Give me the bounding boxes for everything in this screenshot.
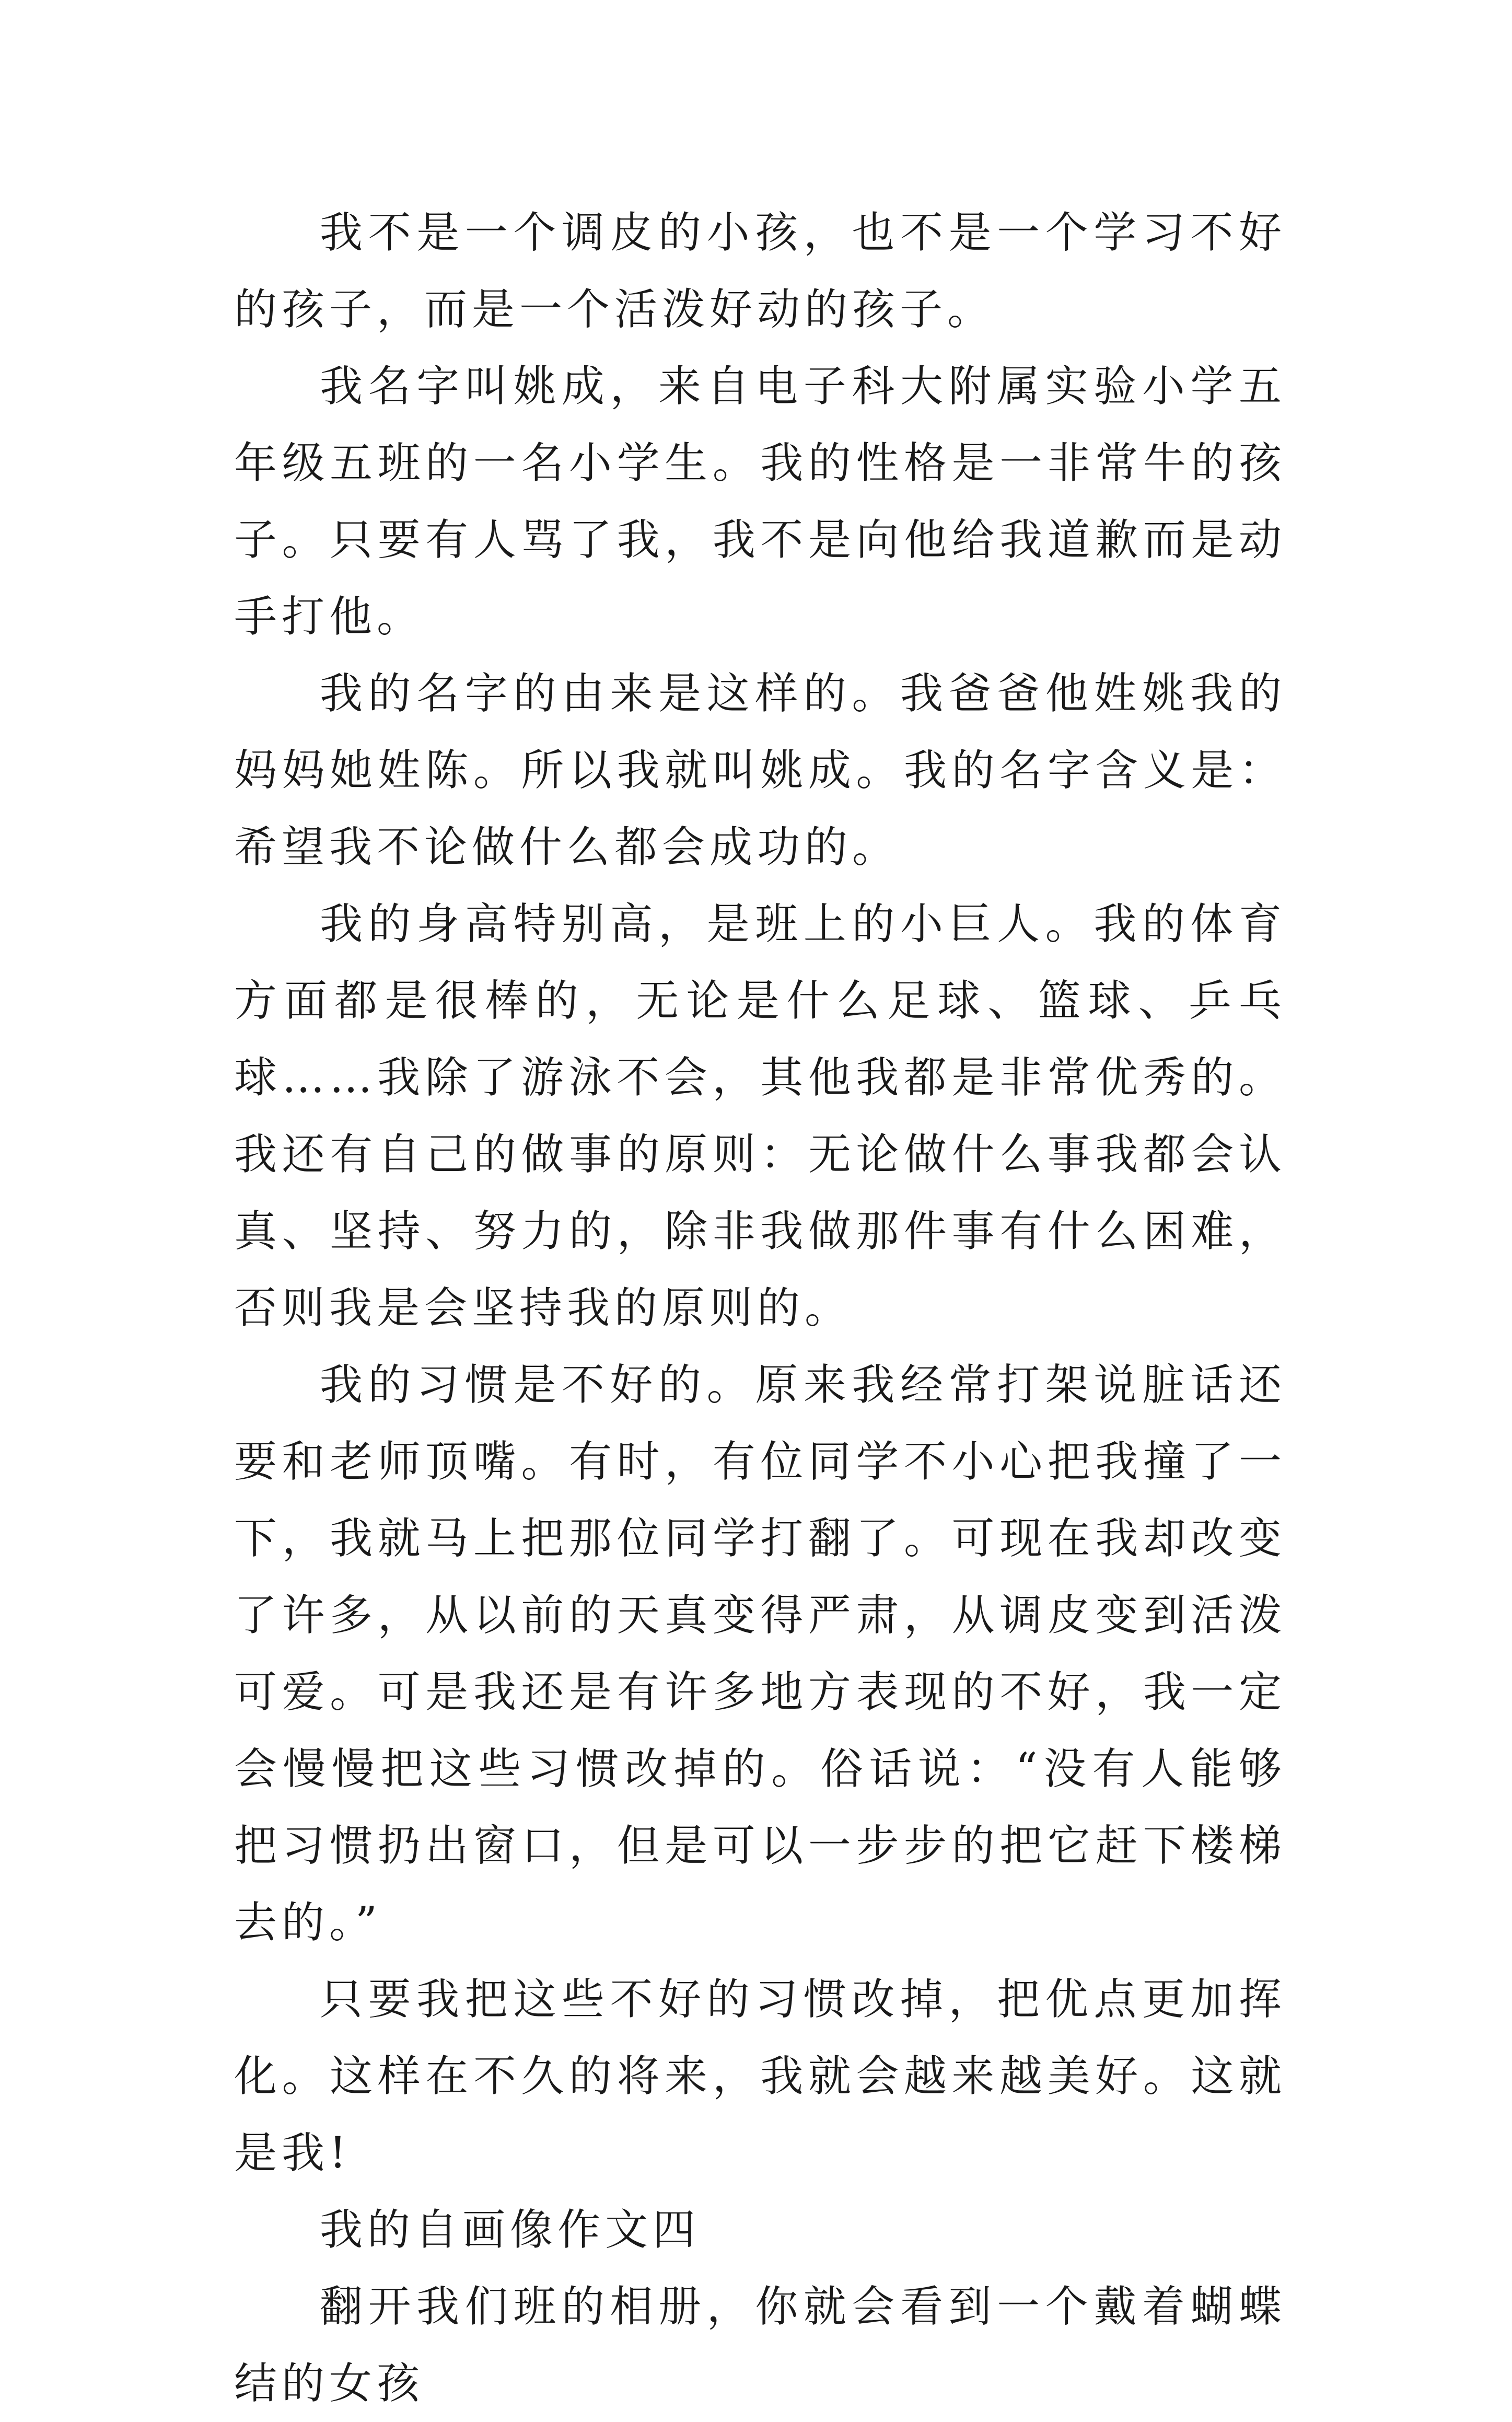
paragraph-5: 我的习惯是不好的。原来我经常打架说脏话还要和老师顶嘴。有时，有位同学不小心把我撞了一下，我就马上把那位同学打翻了。可现在我却改变了许多，从以前的天真变得严肃，从调皮变到活泼可爱。可是我还是有许多地方表现的不好，我一定会慢慢把这些习惯改掉的。俗话说：“没有人能够把习惯扔出窗口，但是可以一步步的把它赶下楼梯去的。” bbox=[234, 1360, 1286, 1948]
paragraph-7: 翻开我们班的相册，你就会看到一个戴着蝴蝶结的女孩 bbox=[234, 2282, 1286, 2408]
section-heading: 我的自画像作文四 bbox=[320, 2205, 701, 2255]
paragraph-2: 我名字叫姚成，来自电子科大附属实验小学五年级五班的一名小学生。我的性格是一非常牛的孩子。只要有人骂了我，我不是向他给我道歉而是动手打他。 bbox=[234, 362, 1286, 642]
paragraph-4: 我的身高特别高，是班上的小巨人。我的体育方面都是很棒的，无论是什么足球、篮球、乒乓球……我除了游泳不会，其他我都是非常优秀的。我还有自己的做事的原则：无论做什么事我都会认真、坚持、努力的，除非我做那件事有什么困难，否则我是会坚持我的原则的。 bbox=[234, 899, 1286, 1333]
paragraph-3: 我的名字的由来是这样的。我爸爸他姓姚我的妈妈她姓陈。所以我就叫姚成。我的名字含义是：希望我不论做什么都会成功的。 bbox=[234, 669, 1286, 872]
paragraph-6: 只要我把这些不好的习惯改掉，把优点更加挥化。这样在不久的将来，我就会越来越美好。这就是我! bbox=[234, 1975, 1286, 2178]
paragraph-1: 我不是一个调皮的小孩，也不是一个学习不好的孩子，而是一个活泼好动的孩子。 bbox=[234, 208, 1286, 334]
essay-body bbox=[234, 194, 1286, 2422]
